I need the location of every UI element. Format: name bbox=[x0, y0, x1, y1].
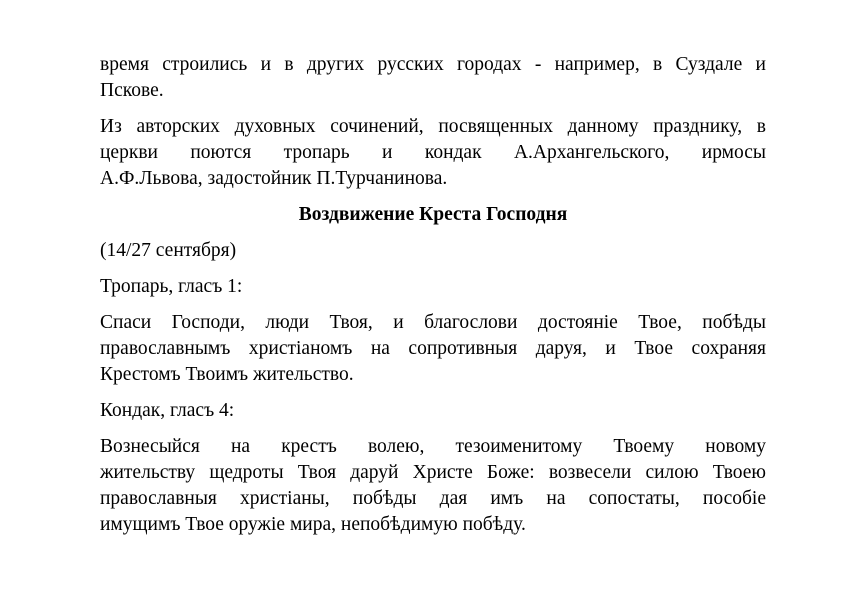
text-line: жительству щедроты Твоя даруй Христе Боже: возвесели силою Твоею bbox=[100, 462, 766, 483]
document-page bbox=[100, 52, 766, 548]
text-line: Спаси Господи, люди Твоя, и благослови достояніе Твое, побѣды bbox=[100, 312, 766, 333]
feast-date: (14/27 сентября) bbox=[100, 240, 237, 261]
text-line: Вознесыйся на крестъ волею, тезоименитому Твоему новому bbox=[100, 436, 766, 457]
kontakion-text bbox=[100, 434, 766, 538]
troparion-text bbox=[100, 310, 766, 388]
text-line: Крестомъ Твоимъ жительство. bbox=[100, 364, 354, 385]
text-line: А.Ф.Львова, задостойник П.Турчанинова. bbox=[100, 168, 448, 189]
text-line: время строились и в других русских городах - например, в Суздале и bbox=[100, 54, 766, 75]
text-line: православнымъ христіаномъ на сопротивныя даруя, и Твое сохраняя bbox=[100, 338, 766, 359]
paragraph-compositions bbox=[100, 114, 766, 192]
text-line: Из авторских духовных сочинений, посвященных данному празднику, в bbox=[100, 116, 766, 137]
section-heading: Воздвижение Креста Господня bbox=[298, 204, 568, 225]
paragraph-cities bbox=[100, 52, 766, 104]
text-line: имущимъ Твое оружіе мира, непобѣдимую побѣду. bbox=[100, 514, 526, 535]
text-line: церкви поются тропарь и кондак А.Архангельского, ирмосы bbox=[100, 142, 766, 163]
kontakion-label: Кондак, гласъ 4: bbox=[100, 400, 235, 421]
troparion-label: Тропарь, гласъ 1: bbox=[100, 276, 243, 297]
text-line: Пскове. bbox=[100, 80, 164, 101]
text-line: православныя христіаны, побѣды дая имъ на сопостаты, пособіе bbox=[100, 488, 766, 509]
